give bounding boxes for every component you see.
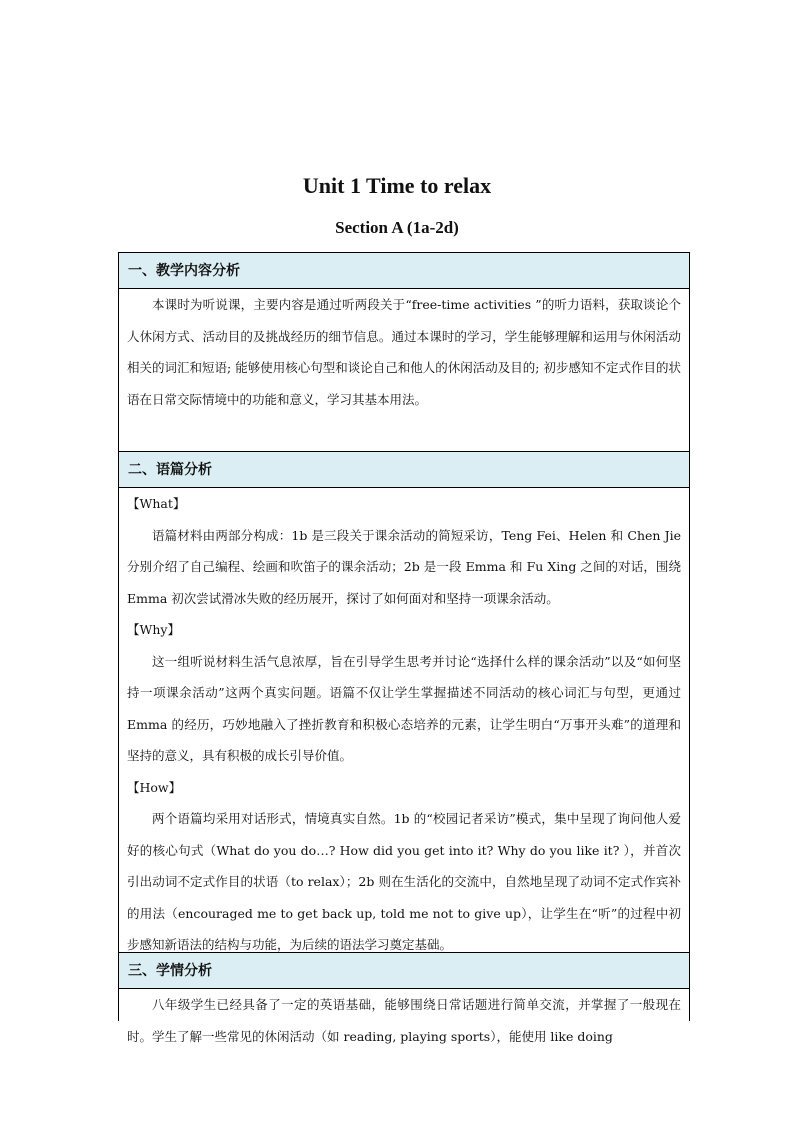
section-body-content-analysis (119, 289, 689, 452)
how-paragraph: 两个语篇均采用对话形式，情境真实自然。1b 的“校园记者采访”模式，集中呈现了询问他人爱好的核心句式（What do you do…? How did you get into it? Why do you like it? ），并首次引出动词不定式作目的状语（to relax）；2b 则在生活化的交流中，自然地呈现了动词不定式作宾补的用法（encouraged me to get back up, told me not to give up），让学生在“听”的过程中初步感知新语法的结构与功能，为后续的语法学习奠定基础。 (127, 811, 681, 952)
document-title: Unit 1 Time to relax (302, 173, 492, 198)
section-body-text-analysis (119, 488, 689, 953)
section-heading-student-analysis: 三、学情分析 (119, 953, 689, 989)
why-paragraph: 这一组听说材料生活气息浓厚，旨在引导学生思考并讨论“选择什么样的课余活动”以及“如何坚持一项课余活动”这两个真实问题。语篇不仅让学生掌握描述不同活动的核心词汇与句型，更通过 Emma 的经历，巧妙地融入了挫折教育和积极心态培养的元素，让学生明白“万事开头难”的道理和坚持的意义，具有积极的成长引导价值。 (127, 653, 681, 763)
why-label: 【Why】 (127, 622, 180, 637)
section-heading-text-analysis: 二、语篇分析 (119, 452, 689, 488)
how-label: 【How】 (127, 779, 182, 795)
content-analysis-paragraph: 本课时为听说课，主要内容是通过听两段关于“free-time activities ”的听力语料，获取谈论个人休闲方式、活动目的及挑战经历的细节信息。通过本课时的学习，学生能够理解和运用与休闲活动相关的词汇和短语; 能够使用核心句型和谈论自己和他人的休闲活动及目的; 初步感知不定式作目的状语在日常交际情境中的功能和意义，学习其基本用法。 (127, 297, 681, 407)
what-label: 【What】 (127, 496, 186, 511)
lesson-analysis-table (118, 252, 690, 1044)
section-body-student-analysis (119, 989, 689, 1094)
section-heading-content-analysis: 一、教学内容分析 (119, 253, 689, 289)
what-paragraph: 语篇材料由两部分构成：1b 是三段关于课余活动的简短采访，Teng Fei、Helen 和 Chen Jie 分别介绍了自己编程、绘画和吹笛子的课余活动；2b 是一段 Emma 和 Fu Xing 之间的对话，围绕 Emma 初次尝试滑冰失败的经历展开，探讨了如何面对和坚持一项课余活动。 (127, 527, 681, 606)
student-analysis-paragraph: 八年级学生已经具备了一定的英语基础，能够围绕日常话题进行简单交流，并掌握了一般现在时。学生了解一些常见的休闲活动（如 reading, playing sports），能使用 like doing (127, 997, 681, 1044)
document-subtitle: Section A (1a-2d) (335, 218, 459, 237)
